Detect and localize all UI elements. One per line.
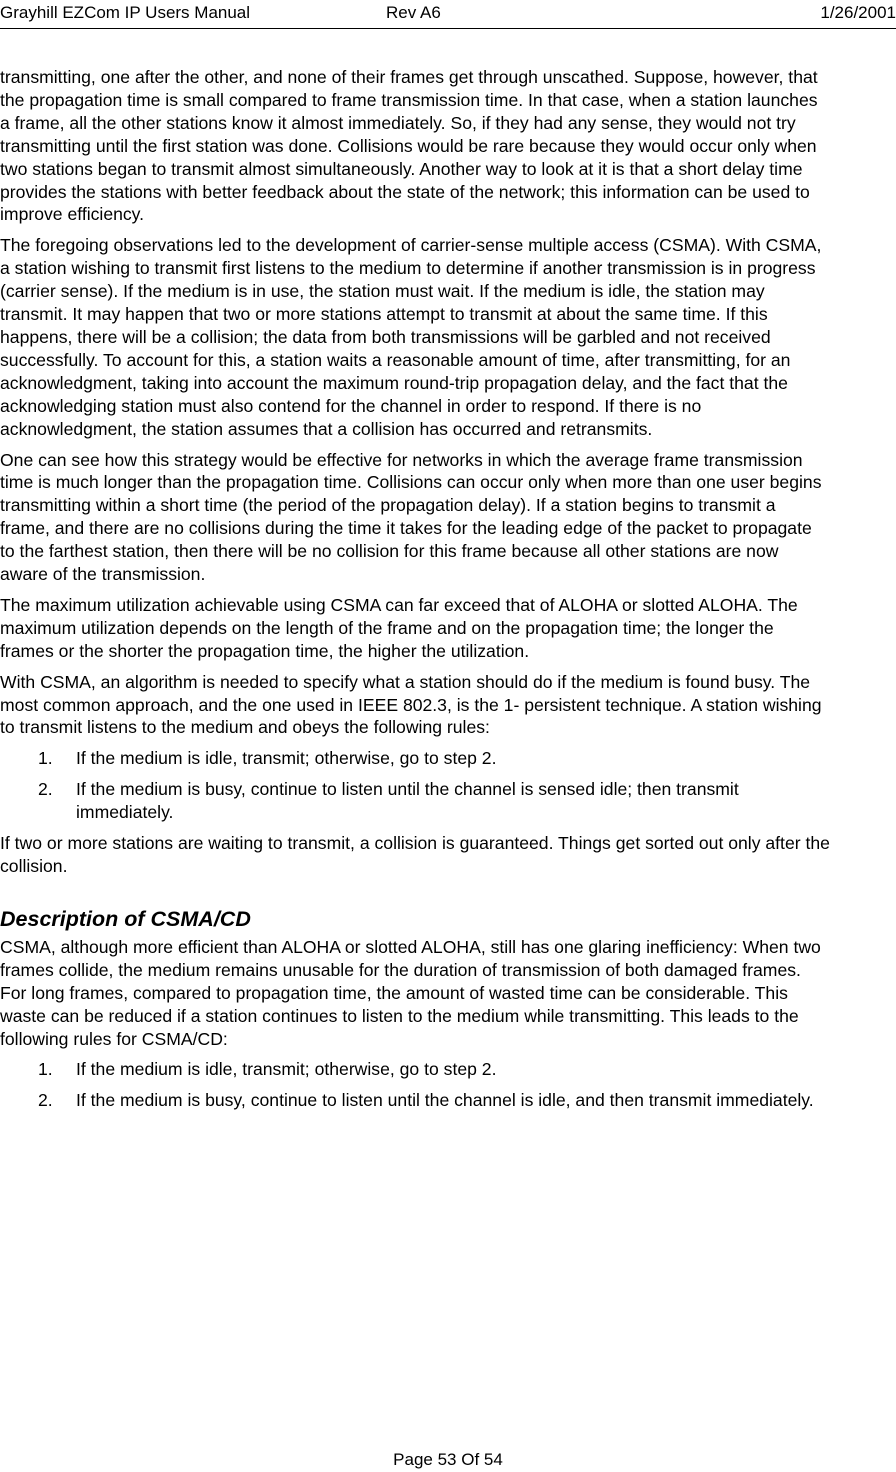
document-body: [0, 66, 830, 1120]
persistent-rules-list: [0, 747, 830, 824]
list-item-number: 2.: [38, 779, 53, 800]
paragraph-propagation: transmitting, one after the other, and none of their frames get through unscathed. Suppose, however, that the propagation time is small compared to frame transmission time. In that case, when a station launches a frame, all the other stations know it almost immediately. So, if they had any sense, they would not try transmitting until the first station was done. Collisions would be rare because they would occur only when two stations began to transmit almost simultaneously. Another way to look at it is that a short delay time provides the stations with better feedback about the state of the network; this information can be used to improve efficiency.: [0, 67, 818, 225]
paragraph-csma-cd: CSMA, although more efficient than ALOHA or slotted ALOHA, still has one glaring inefficiency: When two frames collide, the medium remains unusable for the duration of transmission of both damaged frames. For long frames, compared to propagation time, the amount of wasted time can be considerable. This waste can be reduced if a station continues to listen to the medium while transmitting. This leads to the following rules for CSMA/CD:: [0, 936, 821, 1049]
paragraph-persistent: With CSMA, an algorithm is needed to specify what a station should do if the medium is found busy. The most common approach, and the one used in IEEE 802.3, is the 1- persistent technique. A station wishing to transmit listens to the medium and obeys the following rules:: [0, 671, 822, 738]
list-item: [0, 747, 830, 770]
page-header: [0, 0, 896, 29]
list-item-text: If the medium is idle, transmit; otherwise, go to step 2.: [76, 1059, 497, 1080]
header-manual-title: Grayhill EZCom IP Users Manual: [0, 3, 251, 22]
list-item-number: 1.: [38, 748, 53, 769]
section-heading: Description of CSMA/CD: [0, 906, 251, 931]
list-item: [0, 1058, 830, 1081]
list-item-number: 2.: [38, 1090, 53, 1111]
page-number: Page 53 Of 54: [393, 1450, 503, 1469]
header-date: 1/26/2001: [820, 3, 896, 22]
list-item: [0, 1089, 830, 1112]
header-revision: Rev A6: [386, 3, 441, 22]
list-item-text: If the medium is idle, transmit; otherwise, go to step 2.: [76, 748, 497, 769]
csma-cd-rules-list: [0, 1058, 830, 1112]
list-item-text: If the medium is busy, continue to listen until the channel is idle, and then transmit immediately.: [76, 1090, 814, 1111]
paragraph-utilization: The maximum utilization achievable using CSMA can far exceed that of ALOHA or slotted ALOHA. The maximum utilization depends on the length of the frame and on the propagation time; the longer the frames or the shorter the propagation time, the higher the utilization.: [0, 594, 798, 661]
list-item-text: If the medium is busy, continue to listen until the channel is sensed idle; then transmit immediately.: [76, 779, 739, 823]
paragraph-collision-guaranteed: If two or more stations are waiting to transmit, a collision is guaranteed. Things get sorted out only after the collision.: [0, 833, 830, 876]
paragraph-csma-intro: The foregoing observations led to the development of carrier-sense multiple access (CSMA). With CSMA, a station wishing to transmit first listens to the medium to determine if another transmission is in progress (carrier sense). If the medium is in use, the station must wait. If the medium is idle, the station may transmit. It may happen that two or more stations attempt to transmit at about the same time. If this happens, there will be a collision; the data from both transmissions will be garbled and not received successfully. To account for this, a station waits a reasonable amount of time, after transmitting, for an acknowledgment, taking into account the maximum round-trip propagation delay, and the fact that the acknowledging station must also contend for the channel in order to respond. If there is no acknowledgment, the station assumes that a collision has occurred and retransmits.: [0, 235, 822, 439]
list-item: [0, 778, 830, 824]
paragraph-strategy: One can see how this strategy would be effective for networks in which the average frame transmission time is much longer than the propagation time. Collisions can occur only when more than one user begins transmitting within a short time (the period of the propagation delay). If a station begins to transmit a frame, and there are no collisions during the time it takes for the leading edge of the packet to propagate to the farthest station, then there will be no collision for this frame because all other stations are now aware of the transmission.: [0, 449, 822, 585]
list-item-number: 1.: [38, 1059, 53, 1080]
